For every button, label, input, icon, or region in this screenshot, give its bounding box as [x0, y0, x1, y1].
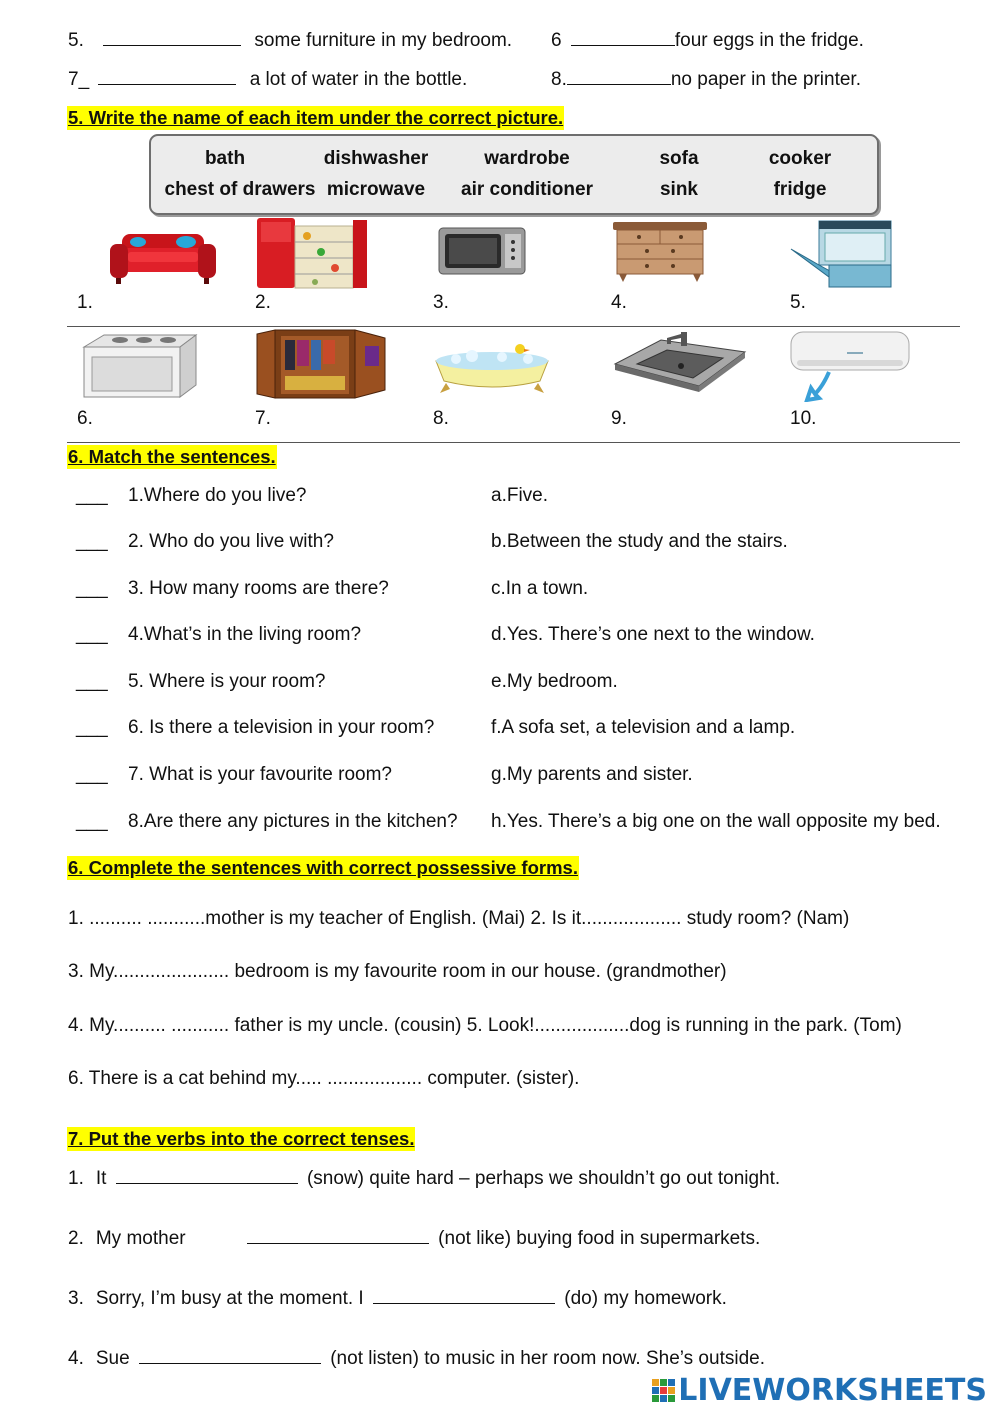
section-heading-match: 6. Match the sentences. — [68, 446, 276, 467]
item-number: 1. — [68, 1168, 84, 1189]
dishwasher-picture — [789, 219, 901, 289]
match-blank[interactable]: ___ — [76, 764, 108, 785]
answer-blank[interactable] — [571, 27, 675, 46]
possessive-line: 1. .......... ...........mother is my teacher of English. (Mai) 2. Is it................... study room? (Nam) — [68, 908, 850, 929]
possessive-line: 4. My.......... ........... father is my uncle. (cousin) 5. Look!..................dog is running in the park. (Tom) — [68, 1015, 902, 1036]
liveworksheets-icon — [652, 1377, 676, 1403]
cooker-picture — [80, 333, 200, 399]
match-answer: g.My parents and sister. — [491, 764, 693, 785]
match-answer: e.My bedroom. — [491, 671, 618, 692]
match-blank[interactable]: ___ — [76, 578, 108, 599]
verb-answer-blank[interactable] — [373, 1285, 555, 1304]
match-question: 1.Where do you live? — [128, 485, 307, 506]
item-number: 2. — [68, 1228, 84, 1249]
bath-picture — [432, 341, 552, 395]
match-question: 6. Is there a television in your room? — [128, 717, 435, 738]
line-text: a lot of water in the bottle. — [249, 69, 468, 90]
match-blank[interactable]: ___ — [76, 624, 108, 645]
word-bank-item: air conditioner — [461, 179, 593, 200]
divider-line — [67, 442, 960, 443]
verb-answer-blank[interactable] — [247, 1225, 429, 1244]
word-bank-item: microwave — [326, 179, 426, 200]
answer-blank[interactable] — [103, 27, 241, 46]
match-question: 2. Who do you live with? — [128, 531, 334, 552]
item-text-after: (not like) buying food in supermarkets. — [438, 1228, 761, 1249]
match-answer: d.Yes. There’s one next to the window. — [491, 624, 815, 645]
item-number: 4. — [68, 1348, 84, 1369]
picture-number: 2. — [255, 292, 271, 313]
line-number: 5. — [68, 30, 84, 51]
exercise-line-6 — [551, 27, 864, 53]
exercise-line-5 — [68, 27, 512, 53]
match-blank[interactable]: ___ — [76, 485, 108, 506]
match-blank[interactable]: ___ — [76, 671, 108, 692]
microwave-picture — [437, 226, 527, 276]
logo-text: LIVEWORKSHEETS — [678, 1372, 987, 1408]
picture-number: 5. — [790, 292, 806, 313]
wardrobe-picture — [255, 328, 389, 400]
line-number: 6 — [551, 30, 562, 51]
word-bank-item: dishwasher — [323, 148, 429, 169]
item-text-before: It — [95, 1168, 107, 1189]
picture-number: 10. — [790, 408, 817, 429]
word-bank-item: bath — [204, 148, 246, 169]
word-bank — [149, 134, 879, 215]
item-text-before: Sorry, I’m busy at the moment. I — [95, 1288, 364, 1309]
possessive-line: 6. There is a cat behind my..... .................. computer. (sister). — [68, 1068, 580, 1089]
air-conditioner-picture — [789, 330, 911, 402]
liveworksheets-logo[interactable] — [652, 1373, 987, 1407]
picture-number: 9. — [611, 408, 627, 429]
match-blank[interactable]: ___ — [76, 717, 108, 738]
line-number: 8. — [551, 69, 567, 90]
word-bank-item: sofa — [659, 148, 699, 169]
item-text-after: (snow) quite hard – perhaps we shouldn’t go out tonight. — [306, 1168, 781, 1189]
picture-number: 7. — [255, 408, 271, 429]
tense-item — [68, 1345, 765, 1371]
line-text: some furniture in my bedroom. — [254, 30, 513, 51]
word-bank-item: fridge — [773, 179, 827, 200]
picture-number: 1. — [77, 292, 93, 313]
match-question: 3. How many rooms are there? — [128, 578, 389, 599]
match-question: 4.What’s in the living room? — [128, 624, 362, 645]
tense-item — [68, 1225, 760, 1251]
match-answer: h.Yes. There’s a big one on the wall opposite my bed. — [491, 811, 941, 832]
answer-blank[interactable] — [567, 66, 671, 85]
picture-number: 4. — [611, 292, 627, 313]
line-text: four eggs in the fridge. — [674, 30, 864, 51]
item-text-before: Sue — [95, 1348, 130, 1369]
verb-answer-blank[interactable] — [139, 1345, 321, 1364]
section-heading-5: 5. Write the name of each item under the correct picture. — [68, 107, 564, 128]
chest-of-drawers-picture — [611, 220, 709, 284]
sofa-picture — [108, 230, 218, 286]
match-answer: b.Between the study and the stairs. — [491, 531, 788, 552]
answer-blank[interactable] — [98, 66, 236, 85]
match-question: 8.Are there any pictures in the kitchen? — [128, 811, 458, 832]
match-question: 5. Where is your room? — [128, 671, 326, 692]
possessive-line: 3. My...................... bedroom is my favourite room in our house. (grandmother) — [68, 961, 727, 982]
match-question: 7. What is your favourite room? — [128, 764, 392, 785]
tense-item — [68, 1165, 780, 1191]
line-number: 7_ — [68, 69, 90, 90]
divider-line — [67, 326, 960, 327]
match-answer: a.Five. — [491, 485, 549, 506]
fridge-picture — [255, 216, 370, 290]
section-heading-possessive: 6. Complete the sentences with correct possessive forms. — [68, 857, 578, 878]
line-text: no paper in the printer. — [670, 69, 861, 90]
item-text-before: My mother — [95, 1228, 186, 1249]
word-bank-item: chest of drawers — [164, 179, 316, 200]
picture-number: 3. — [433, 292, 449, 313]
word-bank-item: sink — [659, 179, 699, 200]
match-answer: c.In a town. — [491, 578, 589, 599]
item-text-after: (not listen) to music in her room now. She’s outside. — [330, 1348, 765, 1369]
exercise-line-7 — [68, 66, 467, 92]
item-text-after: (do) my homework. — [564, 1288, 727, 1309]
item-number: 3. — [68, 1288, 84, 1309]
match-answer: f.A sofa set, a television and a lamp. — [491, 717, 796, 738]
match-blank[interactable]: ___ — [76, 811, 108, 832]
picture-number: 8. — [433, 408, 449, 429]
section-heading-tenses: 7. Put the verbs into the correct tenses. — [68, 1128, 415, 1149]
word-bank-item: wardrobe — [484, 148, 570, 169]
match-blank[interactable]: ___ — [76, 531, 108, 552]
tense-item — [68, 1285, 727, 1311]
exercise-line-8 — [551, 66, 861, 92]
sink-picture — [611, 330, 747, 400]
word-bank-item: cooker — [768, 148, 832, 169]
picture-number: 6. — [77, 408, 93, 429]
verb-answer-blank[interactable] — [116, 1165, 298, 1184]
